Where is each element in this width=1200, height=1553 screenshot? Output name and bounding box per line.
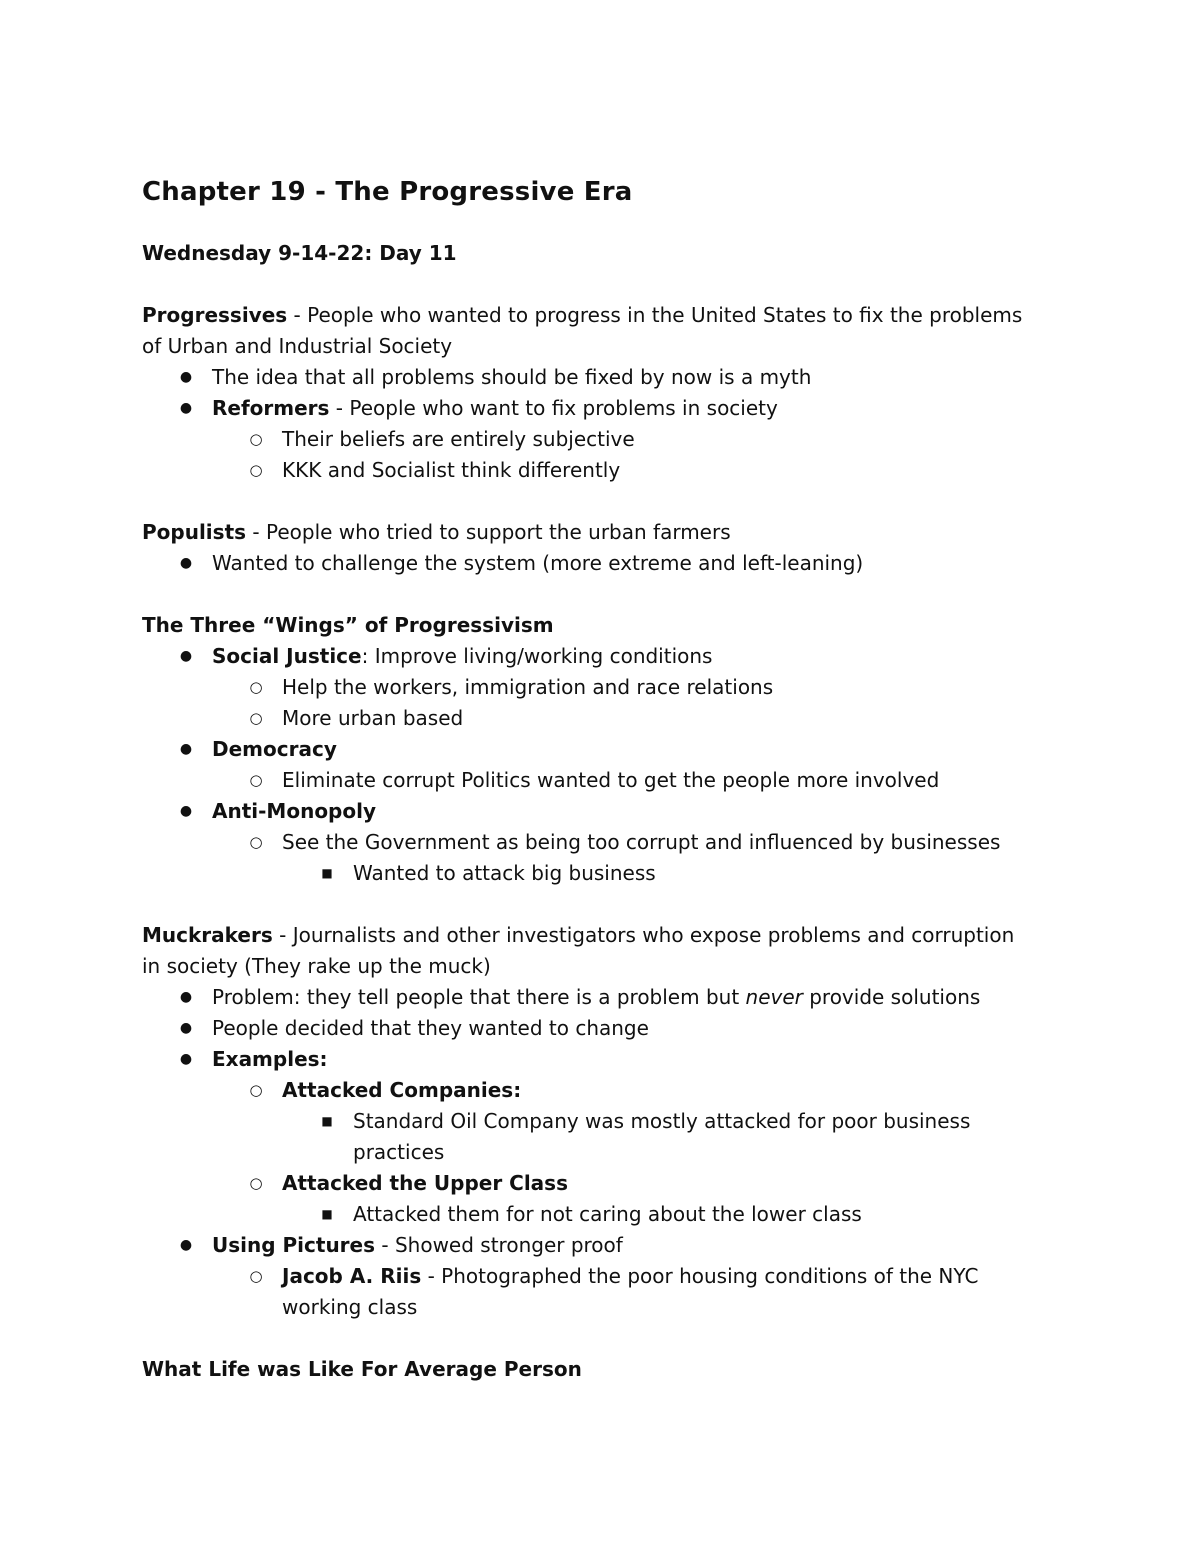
- square-bullet-icon: ■: [321, 1114, 333, 1128]
- list-item: ● Wanted to challenge the system (more extreme and left-leaning): [142, 548, 1062, 579]
- progressives-definition-cont: of Urban and Industrial Society: [142, 334, 453, 358]
- list-item: ■ Wanted to attack big business: [142, 858, 1062, 889]
- list-item: [142, 796, 1062, 827]
- list-item: ● Using Pictures - Showed stronger proof: [142, 1230, 1062, 1261]
- circle-bullet-icon: ○: [249, 678, 263, 696]
- circle-bullet-icon: ○: [249, 461, 263, 479]
- circle-bullet-icon: ○: [249, 1081, 263, 1099]
- list-item: ● Social Justice: Improve living/working conditions: [142, 641, 1062, 672]
- term-anti-monopoly: Anti-Monopoly: [212, 799, 377, 823]
- progressives-definition: Progressives - People who wanted to progress in the United States to fix the problems: [142, 303, 1023, 327]
- list-item: ○ Jacob A. Riis - Photographed the poor housing conditions of the NYC: [142, 1261, 1062, 1292]
- circle-bullet-icon: ○: [249, 771, 263, 789]
- list-item: ○ See the Government as being too corrupt and influenced by businesses: [142, 827, 1062, 858]
- disc-bullet-icon: ●: [179, 1020, 193, 1036]
- list-item: ● The idea that all problems should be fixed by now is a myth: [142, 362, 1062, 393]
- muckrakers-definition: Muckrakers - Journalists and other investigators who expose problems and corruption: [142, 923, 1015, 947]
- term-attacked-upper-class: Attacked the Upper Class: [282, 1171, 568, 1195]
- populists-definition: Populists - People who tried to support the urban farmers: [142, 520, 731, 544]
- term-reformers: Reformers: [212, 396, 330, 420]
- list-item: ■ Standard Oil Company was mostly attacked for poor business: [142, 1106, 1062, 1137]
- circle-bullet-icon: ○: [249, 1174, 263, 1192]
- disc-bullet-icon: ●: [179, 555, 193, 571]
- list-item: [142, 734, 1062, 765]
- page-title: Chapter 19 - The Progressive Era: [142, 177, 633, 207]
- term-attacked-companies: Attacked Companies:: [282, 1078, 522, 1102]
- term-populists: Populists: [142, 520, 247, 544]
- muckrakers-definition-cont: in society (They rake up the muck): [142, 954, 491, 978]
- life-heading: What Life was Like For Average Person: [142, 1357, 582, 1381]
- term-using-pictures: Using Pictures: [212, 1233, 376, 1257]
- disc-bullet-icon: ●: [179, 648, 193, 664]
- term-examples: Examples:: [212, 1047, 328, 1071]
- disc-bullet-icon: ●: [179, 989, 193, 1005]
- square-bullet-icon: ■: [321, 866, 333, 880]
- circle-bullet-icon: ○: [249, 833, 263, 851]
- list-item: ○ More urban based: [142, 703, 1062, 734]
- disc-bullet-icon: ●: [179, 1237, 193, 1253]
- term-jacob-riis: Jacob A. Riis: [282, 1264, 422, 1288]
- circle-bullet-icon: ○: [249, 1267, 263, 1285]
- term-democracy: Democracy: [212, 737, 337, 761]
- disc-bullet-icon: ●: [179, 400, 193, 416]
- disc-bullet-icon: ●: [179, 1051, 193, 1067]
- list-item: [142, 1044, 1062, 1075]
- list-item: [142, 1075, 1062, 1106]
- wings-heading: The Three “Wings” of Progressivism: [142, 613, 554, 637]
- list-item: ● People decided that they wanted to change: [142, 1013, 1062, 1044]
- list-item: ○ Their beliefs are entirely subjective: [142, 424, 1062, 455]
- disc-bullet-icon: ●: [179, 741, 193, 757]
- circle-bullet-icon: ○: [249, 709, 263, 727]
- list-item: ● Reformers - People who want to fix problems in society: [142, 393, 1062, 424]
- list-item: ○ KKK and Socialist think differently: [142, 455, 1062, 486]
- circle-bullet-icon: ○: [249, 430, 263, 448]
- list-item: ○ Eliminate corrupt Politics wanted to get the people more involved: [142, 765, 1062, 796]
- disc-bullet-icon: ●: [179, 369, 193, 385]
- square-bullet-icon: ■: [321, 1207, 333, 1221]
- notes-body: [142, 170, 1062, 1385]
- disc-bullet-icon: ●: [179, 803, 193, 819]
- list-item-cont: practices: [353, 1140, 445, 1164]
- term-social-justice: Social Justice: [212, 644, 362, 668]
- list-item: ■ Attacked them for not caring about the lower class: [142, 1199, 1062, 1230]
- list-item: ● Problem: they tell people that there is a problem but never provide solutions: [142, 982, 1062, 1013]
- term-progressives: Progressives: [142, 303, 288, 327]
- list-item-cont: working class: [282, 1295, 418, 1319]
- term-muckrakers: Muckrakers: [142, 923, 273, 947]
- date-line: Wednesday 9-14-22: Day 11: [142, 241, 457, 265]
- list-item: [142, 1168, 1062, 1199]
- list-item: ○ Help the workers, immigration and race relations: [142, 672, 1062, 703]
